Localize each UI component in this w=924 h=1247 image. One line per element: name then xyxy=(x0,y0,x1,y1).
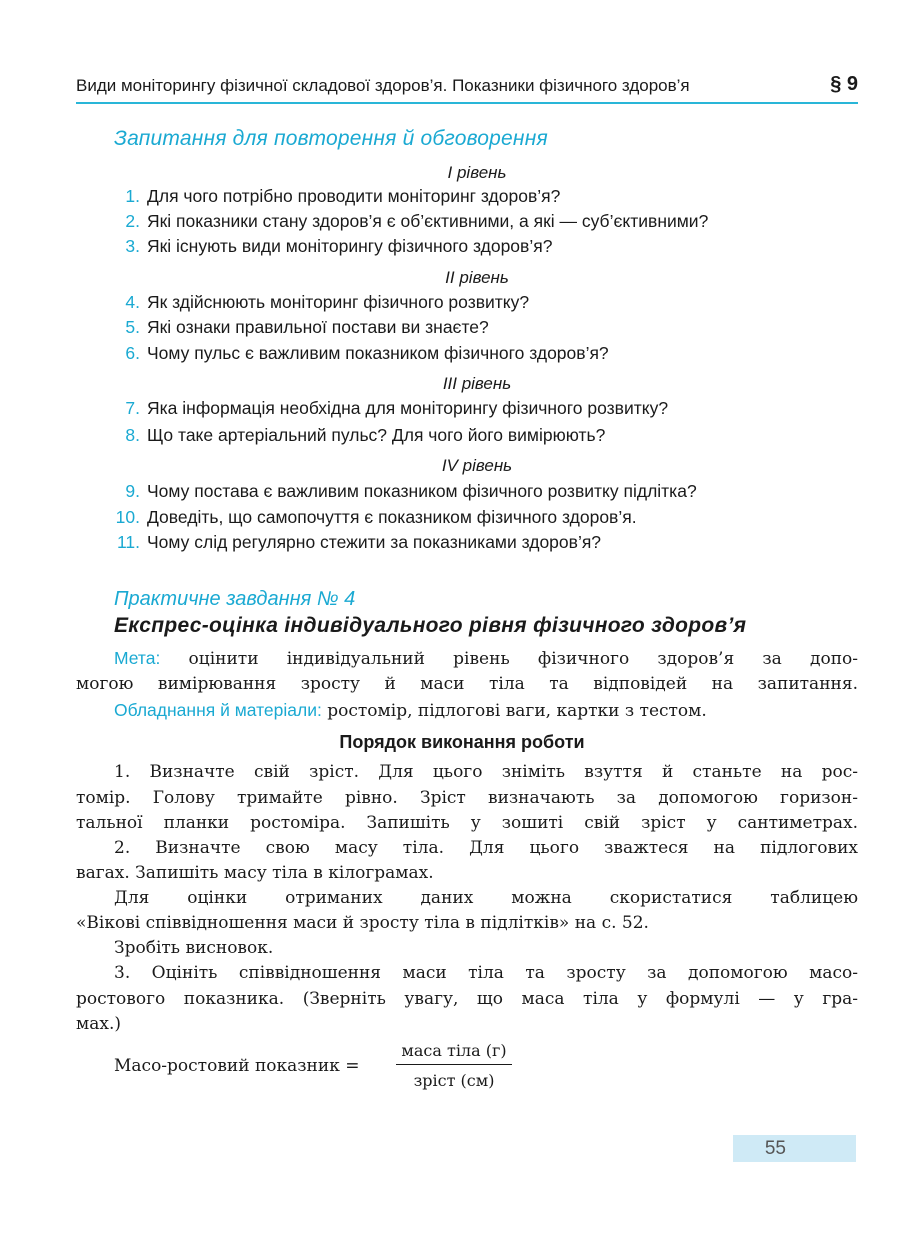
formula-numerator: маса тіла (г) xyxy=(401,1041,507,1060)
note-line-1: Для оцінки отриманих даних можна скористатися таблицею xyxy=(114,888,858,908)
goal-line-1 xyxy=(114,648,858,669)
step-1-line-1: 1. Визначте свій зріст. Для цього зніміть взуття й станьте на рос- xyxy=(114,762,858,782)
header-title: Види моніторингу фізичної складової здоров’я. Показники фізичного здоров’я xyxy=(76,76,690,95)
question-item xyxy=(0,343,924,367)
question-number: 3. xyxy=(125,236,140,256)
question-item xyxy=(0,425,924,449)
question-item xyxy=(0,211,924,235)
question-number: 4. xyxy=(125,292,140,312)
goal-line-2: могою вимірювання зросту й маси тіла та відповідей на запитання. xyxy=(76,674,858,694)
step-3-line-1: 3. Оцініть співвідношення маси тіла та зросту за допомогою масо- xyxy=(114,963,858,983)
question-number: 2. xyxy=(125,211,140,231)
question-text: Які ознаки правильної постави ви знаєте? xyxy=(147,317,489,337)
step-1-line-3: тальної планки ростоміра. Запишіть у зошиті свій зріст у сантиметрах. xyxy=(76,813,858,833)
question-number: 5. xyxy=(125,317,140,337)
goal-text: оцінити індивідуальний рівень фізичного здоров’я за допо- xyxy=(188,649,859,669)
question-number: 6. xyxy=(125,343,140,363)
section-number: § 9 xyxy=(830,73,858,95)
task-title: Практичне завдання № 4 xyxy=(114,588,356,610)
page-number-box xyxy=(733,1135,856,1162)
formula-fraction xyxy=(394,1041,514,1090)
level-4-label: ІV рівень xyxy=(441,456,513,475)
formula-denominator: зріст (см) xyxy=(413,1071,495,1090)
question-number: 9. xyxy=(125,481,140,501)
question-text: Які існують види моніторингу фізичного здоров’я? xyxy=(147,236,553,256)
question-item xyxy=(0,507,924,531)
question-number: 10. xyxy=(115,507,140,527)
question-item xyxy=(0,292,924,316)
level-2-label: ІІ рівень xyxy=(445,268,509,287)
equipment-line xyxy=(114,700,707,721)
question-text: Для чого потрібно проводити моніторинг здоров’я? xyxy=(147,186,561,206)
question-item xyxy=(0,481,924,505)
procedure-title: Порядок виконання роботи xyxy=(339,732,585,752)
question-text: Чому слід регулярно стежити за показниками здоров’я? xyxy=(147,532,602,552)
question-text: Що таке артеріальний пульс? Для чого його вимірюють? xyxy=(147,425,606,445)
formula-label: Масо-ростовий показник = xyxy=(114,1056,360,1076)
question-item xyxy=(0,532,924,556)
conclusion-text: Зробіть висновок. xyxy=(114,938,274,958)
question-number: 7. xyxy=(125,398,140,418)
step-2-line-1: 2. Визначте свою масу тіла. Для цього зважтеся на підлогових xyxy=(114,838,858,858)
step-3-line-3: мах.) xyxy=(76,1014,121,1034)
step-2-line-2: вагах. Запишіть масу тіла в кілограмах. xyxy=(76,863,434,883)
question-text: Доведіть, що самопочуття є показником фізичного здоров’я. xyxy=(147,507,637,527)
note-line-2: «Вікові співвідношення маси й зросту тіла в підлітків» на с. 52. xyxy=(76,913,649,933)
question-text: Чому постава є важливим показником фізичного розвитку підлітка? xyxy=(147,481,697,501)
page-number: 55 xyxy=(764,1138,786,1159)
goal-label: Мета: xyxy=(114,648,161,668)
question-number: 8. xyxy=(125,425,140,445)
step-1-line-2: томір. Голову тримайте рівно. Зріст визначають за допомогою горизон- xyxy=(76,788,858,808)
question-text: Як здійснюють моніторинг фізичного розвитку? xyxy=(147,292,530,312)
question-number: 11. xyxy=(116,532,140,552)
level-3-label: ІІІ рівень xyxy=(442,374,512,393)
level-1-label: І рівень xyxy=(447,163,507,182)
task-heading: Експрес-оцінка індивідуального рівня фізичного здоров’я xyxy=(114,614,747,637)
equipment-label: Обладнання й матеріали: xyxy=(114,700,322,720)
question-item xyxy=(0,186,924,210)
step-3-line-2: ростового показника. (Зверніть увагу, що маса тіла у формулі — у гра- xyxy=(76,989,858,1009)
question-text: Які показники стану здоров’я є об’єктивними, а які — суб’єктивними? xyxy=(147,211,709,231)
question-number: 1. xyxy=(125,186,140,206)
question-text: Яка інформація необхідна для моніторингу фізичного розвитку? xyxy=(147,398,669,418)
question-text: Чому пульс є важливим показником фізичного здоров’я? xyxy=(147,343,609,363)
question-item xyxy=(0,317,924,341)
questions-title: Запитання для повторення й обговорення xyxy=(114,127,548,150)
question-item xyxy=(0,236,924,260)
equipment-text: ростомір, підлогові ваги, картки з тестом. xyxy=(327,701,707,721)
question-item xyxy=(0,398,924,422)
running-header xyxy=(76,72,858,104)
